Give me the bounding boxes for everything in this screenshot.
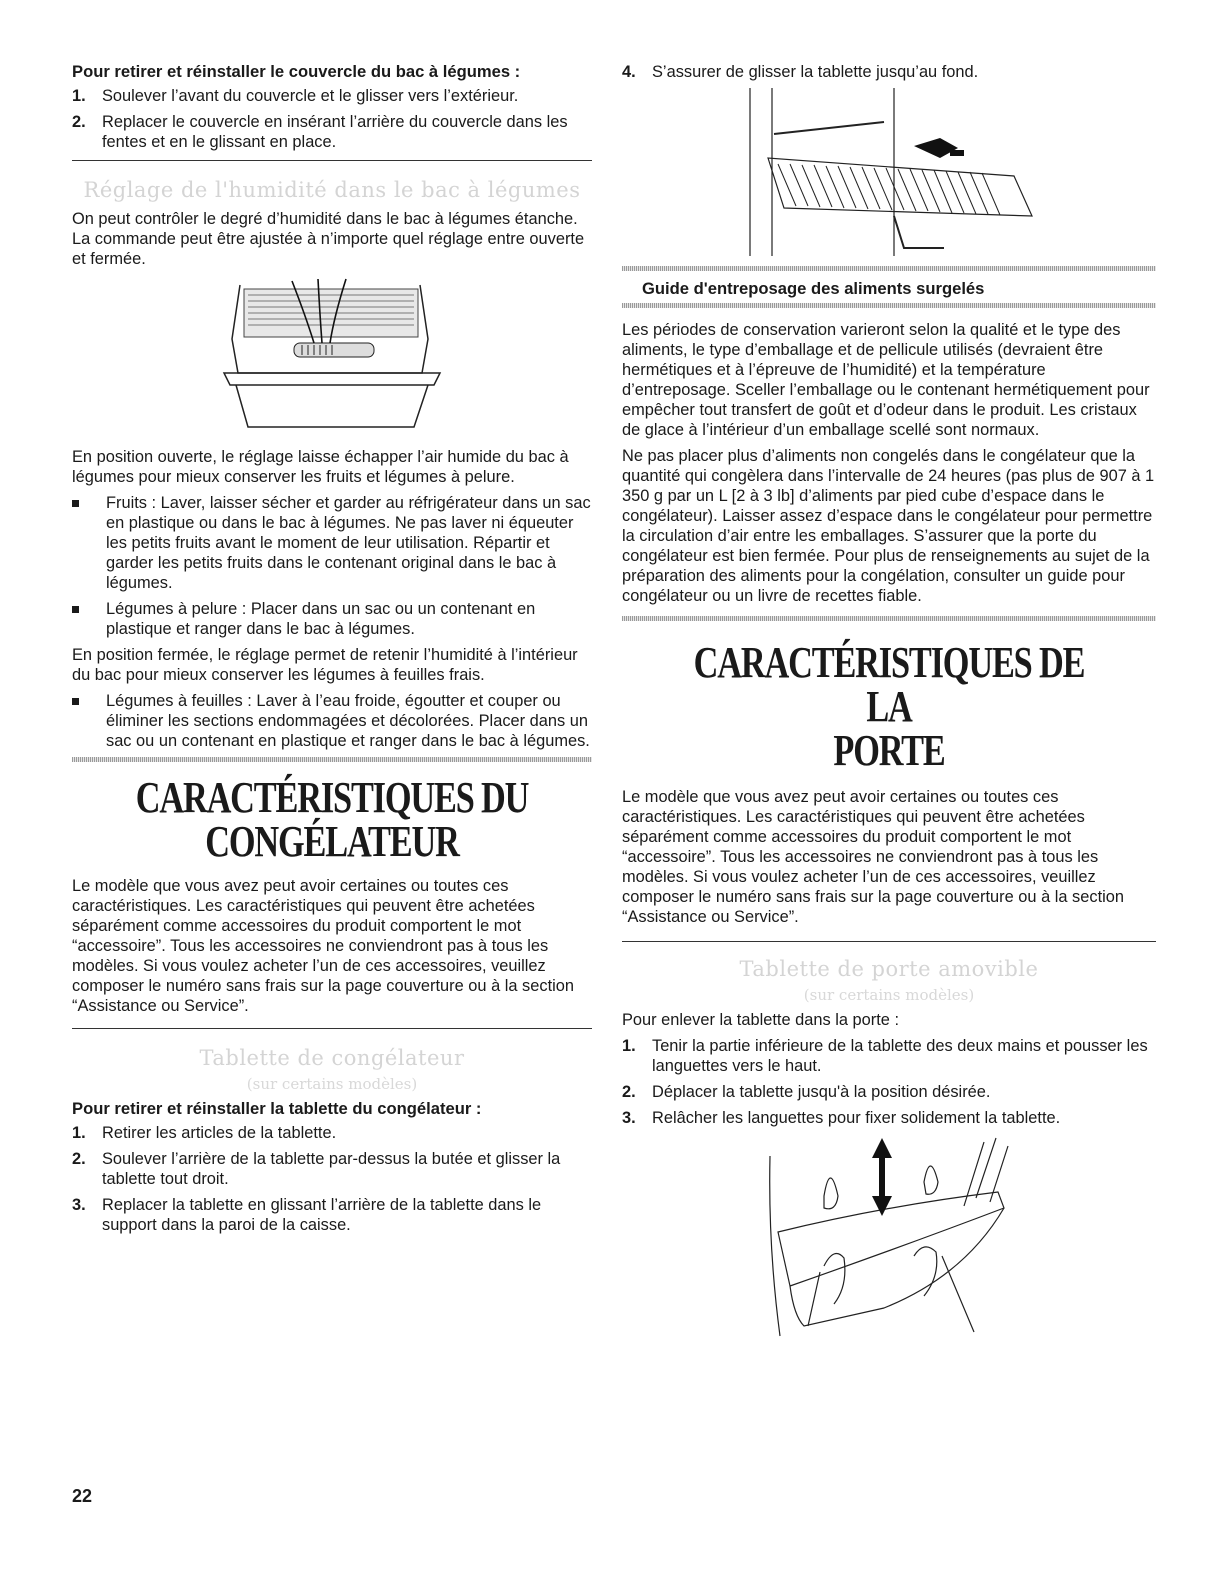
list-item: 3. Relâcher les languettes pour fixer solidement la tablette. bbox=[622, 1109, 1061, 1127]
left-column bbox=[72, 62, 592, 1241]
divider bbox=[622, 266, 1156, 271]
door-shelf-title: Tablette de porte amovible bbox=[739, 957, 1039, 981]
list-item: 2. Déplacer la tablette jusqu'à la position désirée. bbox=[622, 1083, 991, 1101]
freezer-features-text: Le modèle que vous avez peut avoir certaines ou toutes ces caractéristiques. Les caractéristiques qui peuvent être achetées séparément comme accessoires du produit comportent le mot “accessoire”. Tous les accessoires ne conviendront pas à tous les modèles. Si vous voulez acheter l’un de ces accessoires, veuillez composer le numéro sans frais sur la page couverture ou à la section “Assistance ou Service”. bbox=[72, 877, 574, 1015]
door-shelf-subtitle: (sur certains modèles) bbox=[803, 986, 975, 1004]
frozen-guide-paragraph-2: Ne pas placer plus d’aliments non congelés dans le congélateur que la quantité qui congèlera dans l’intervalle de 24 heures (pas plus de 907 à 1 350 g par un L [2 à 3 lb] d’aliments par pied cube d’espace dans le congélateur). Laisser assez d’espace dans le congélateur pour permettre la circulation d’air entre les emballages. S’assurer que la porte du congélateur est bien fermée. Pour plus de renseignements au sujet de la préparation des aliments pour la congélation, consulter un guide pour congélateur ou un livre de recettes fiable. bbox=[622, 447, 1155, 605]
divider bbox=[622, 941, 1156, 942]
freezer-shelf-illustration bbox=[744, 88, 1034, 256]
closed-setting-bullets bbox=[72, 691, 592, 751]
humidity-section-title: Réglage de l'humidité dans le bac à légumes bbox=[83, 178, 581, 202]
door-shelf-intro: Pour enlever la tablette dans la porte : bbox=[622, 1011, 899, 1029]
crisper-cover-heading: Pour retirer et réinstaller le couvercle du bac à légumes : bbox=[72, 62, 521, 81]
freezer-shelf-title: Tablette de congélateur bbox=[199, 1046, 465, 1070]
frozen-guide-heading: Guide d'entreposage des aliments surgelés bbox=[642, 279, 985, 298]
list-item: Légumes à pelure : Placer dans un sac ou un contenant en plastique et ranger dans le bac à légumes. bbox=[72, 599, 592, 639]
list-item: 1. Retirer les articles de la tablette. bbox=[72, 1124, 337, 1142]
humidity-closed-text: En position fermée, le réglage permet de retenir l’humidité à l’intérieur du bac pour mieux conserver les légumes à feuilles frais. bbox=[72, 646, 578, 684]
divider bbox=[72, 1028, 592, 1029]
list-item: 2. Soulever l’arrière de la tablette par-dessus la butée et glisser la tablette tout droit. bbox=[72, 1150, 561, 1188]
list-item: 2. Replacer le couvercle en insérant l’arrière du couvercle dans les fentes et en le glissant en place. bbox=[72, 113, 568, 151]
humidity-open-text: En position ouverte, le réglage laisse échapper l’air humide du bac à légumes pour mieux conserver les fruits et légumes à pelure. bbox=[72, 448, 569, 486]
list-item: 3. Replacer la tablette en glissant l’arrière de la tablette dans le support dans la paroi de la caisse. bbox=[72, 1196, 542, 1234]
freezer-features-title: CARACTÉRISTIQUES DU CONGÉLATEUR bbox=[135, 773, 529, 866]
list-item: 1. Tenir la partie inférieure de la tablette des deux mains et pousser les languettes vers le haut. bbox=[622, 1037, 1148, 1075]
door-features-title: CARACTÉRISTIQUES DE LA PORTE bbox=[693, 638, 1085, 775]
crisper-cover-steps bbox=[72, 86, 592, 152]
freezer-shelf-heading: Pour retirer et réinstaller la tablette du congélateur : bbox=[72, 1099, 482, 1118]
freezer-shelf-steps bbox=[72, 1123, 592, 1235]
door-shelf-illustration bbox=[764, 1136, 1014, 1346]
open-setting-bullets bbox=[72, 493, 592, 639]
divider bbox=[72, 757, 592, 762]
divider bbox=[622, 303, 1156, 308]
divider bbox=[622, 616, 1156, 621]
shelf-step-4 bbox=[622, 62, 1156, 82]
bullet-icon bbox=[72, 606, 79, 613]
frozen-guide-paragraph-1: Les périodes de conservation varieront selon la qualité et le type des aliments, le type d’emballage et de pellicule utilisés (devraient être hermétiques et à l’épreuve de l’humidité) et la température d’entreposage. Sceller l’emballage ou le contenant hermétiquement pour empêcher tout transfert de goût et d’odeur dans le produit. Les cristaux de glace à l’intérieur d’un emballage scellé sont normaux. bbox=[622, 321, 1150, 439]
list-item: 1. Soulever l’avant du couvercle et le glisser vers l’extérieur. bbox=[72, 87, 519, 105]
freezer-shelf-subtitle: (sur certains modèles) bbox=[246, 1075, 418, 1093]
bullet-icon bbox=[72, 500, 79, 507]
page-number: 22 bbox=[72, 1486, 93, 1506]
list-item: Fruits : Laver, laisser sécher et garder au réfrigérateur dans un sac en plastique ou dans le bac à légumes. Ne pas laver ni équeuter les petits fruits avant le moment de leur utilisation. Répartir et garder les petits fruits dans le contenant original dans le bac à légumes. bbox=[72, 493, 592, 593]
crisper-humidity-illustration bbox=[222, 277, 442, 437]
divider bbox=[72, 160, 592, 161]
door-features-text: Le modèle que vous avez peut avoir certaines ou toutes ces caractéristiques. Les caractéristiques qui peuvent être achetées séparément comme accessoires du produit comportent le mot “accessoire”. Tous les accessoires ne conviendront pas à tous les modèles. Si vous voulez acheter l’un de ces accessoires, veuillez composer le numéro sans frais sur la page couverture ou à la section “Assistance ou Service”. bbox=[622, 788, 1124, 926]
list-item: Légumes à feuilles : Laver à l’eau froide, égoutter et couper ou éliminer les sections endommagées et décolorées. Placer dans un sac ou un contenant en plastique et ranger dans le bac à légumes. bbox=[72, 691, 592, 751]
humidity-intro: On peut contrôler le degré d’humidité dans le bac à légumes étanche. La commande peut être ajustée à n’importe quel réglage entre ouverte et fermée. bbox=[72, 210, 585, 268]
door-shelf-steps bbox=[622, 1036, 1156, 1128]
bullet-icon bbox=[72, 698, 79, 705]
list-item: 4. S’assurer de glisser la tablette jusqu’au fond. bbox=[622, 63, 979, 81]
right-column bbox=[622, 62, 1156, 1346]
